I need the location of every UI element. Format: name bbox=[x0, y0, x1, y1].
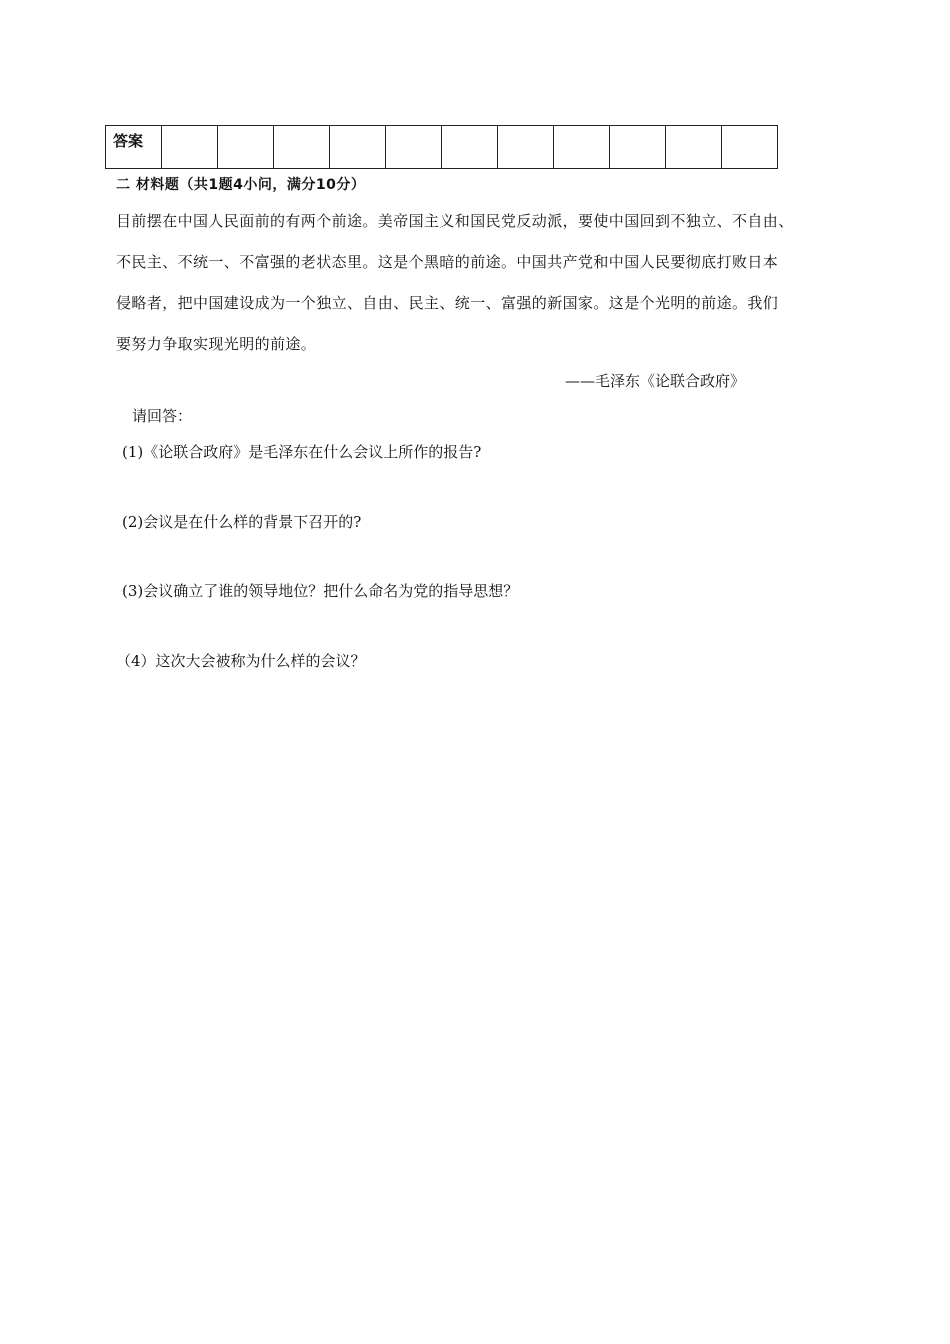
answer-prompt: 请回答： bbox=[132, 407, 193, 425]
section-title: 二 材料题（共1题4小问，满分10分） bbox=[116, 177, 366, 193]
answer-cell[interactable] bbox=[610, 126, 666, 169]
passage-line: 要努力争取实现光明的前途。 bbox=[116, 335, 317, 353]
answer-cell[interactable] bbox=[498, 126, 554, 169]
passage-line: 目前摆在中国人民面前的有两个前途。美帝国主义和国民党反动派，要使中国回到不独立、不自由、 bbox=[116, 212, 794, 230]
answer-cell[interactable] bbox=[442, 126, 498, 169]
passage-line: 不民主、不统一、不富强的老状态里。这是个黑暗的前途。中国共产党和中国人民要彻底打败日本 bbox=[116, 253, 779, 271]
question-4: （4）这次大会被称为什么样的会议？ bbox=[116, 652, 366, 670]
answer-cell[interactable] bbox=[218, 126, 274, 169]
answer-cell[interactable] bbox=[386, 126, 442, 169]
passage-attribution: ——毛泽东《论联合政府》 bbox=[565, 372, 746, 390]
question-1: (1)《论联合政府》是毛泽东在什么会议上所作的报告? bbox=[122, 443, 482, 461]
answer-row bbox=[106, 126, 778, 169]
answer-table bbox=[105, 125, 778, 169]
question-2: (2)会议是在什么样的背景下召开的? bbox=[122, 513, 362, 531]
answer-cell[interactable] bbox=[162, 126, 218, 169]
answer-label: 答案 bbox=[106, 126, 162, 169]
answer-cell[interactable] bbox=[666, 126, 722, 169]
answer-cell[interactable] bbox=[330, 126, 386, 169]
answer-cell[interactable] bbox=[722, 126, 778, 169]
passage-line: 侵略者，把中国建设成为一个独立、自由、民主、统一、富强的新国家。这是个光明的前途。我们 bbox=[116, 294, 779, 312]
question-3: (3)会议确立了谁的领导地位？把什么命名为党的指导思想？ bbox=[122, 582, 519, 600]
answer-cell[interactable] bbox=[274, 126, 330, 169]
answer-cell[interactable] bbox=[554, 126, 610, 169]
